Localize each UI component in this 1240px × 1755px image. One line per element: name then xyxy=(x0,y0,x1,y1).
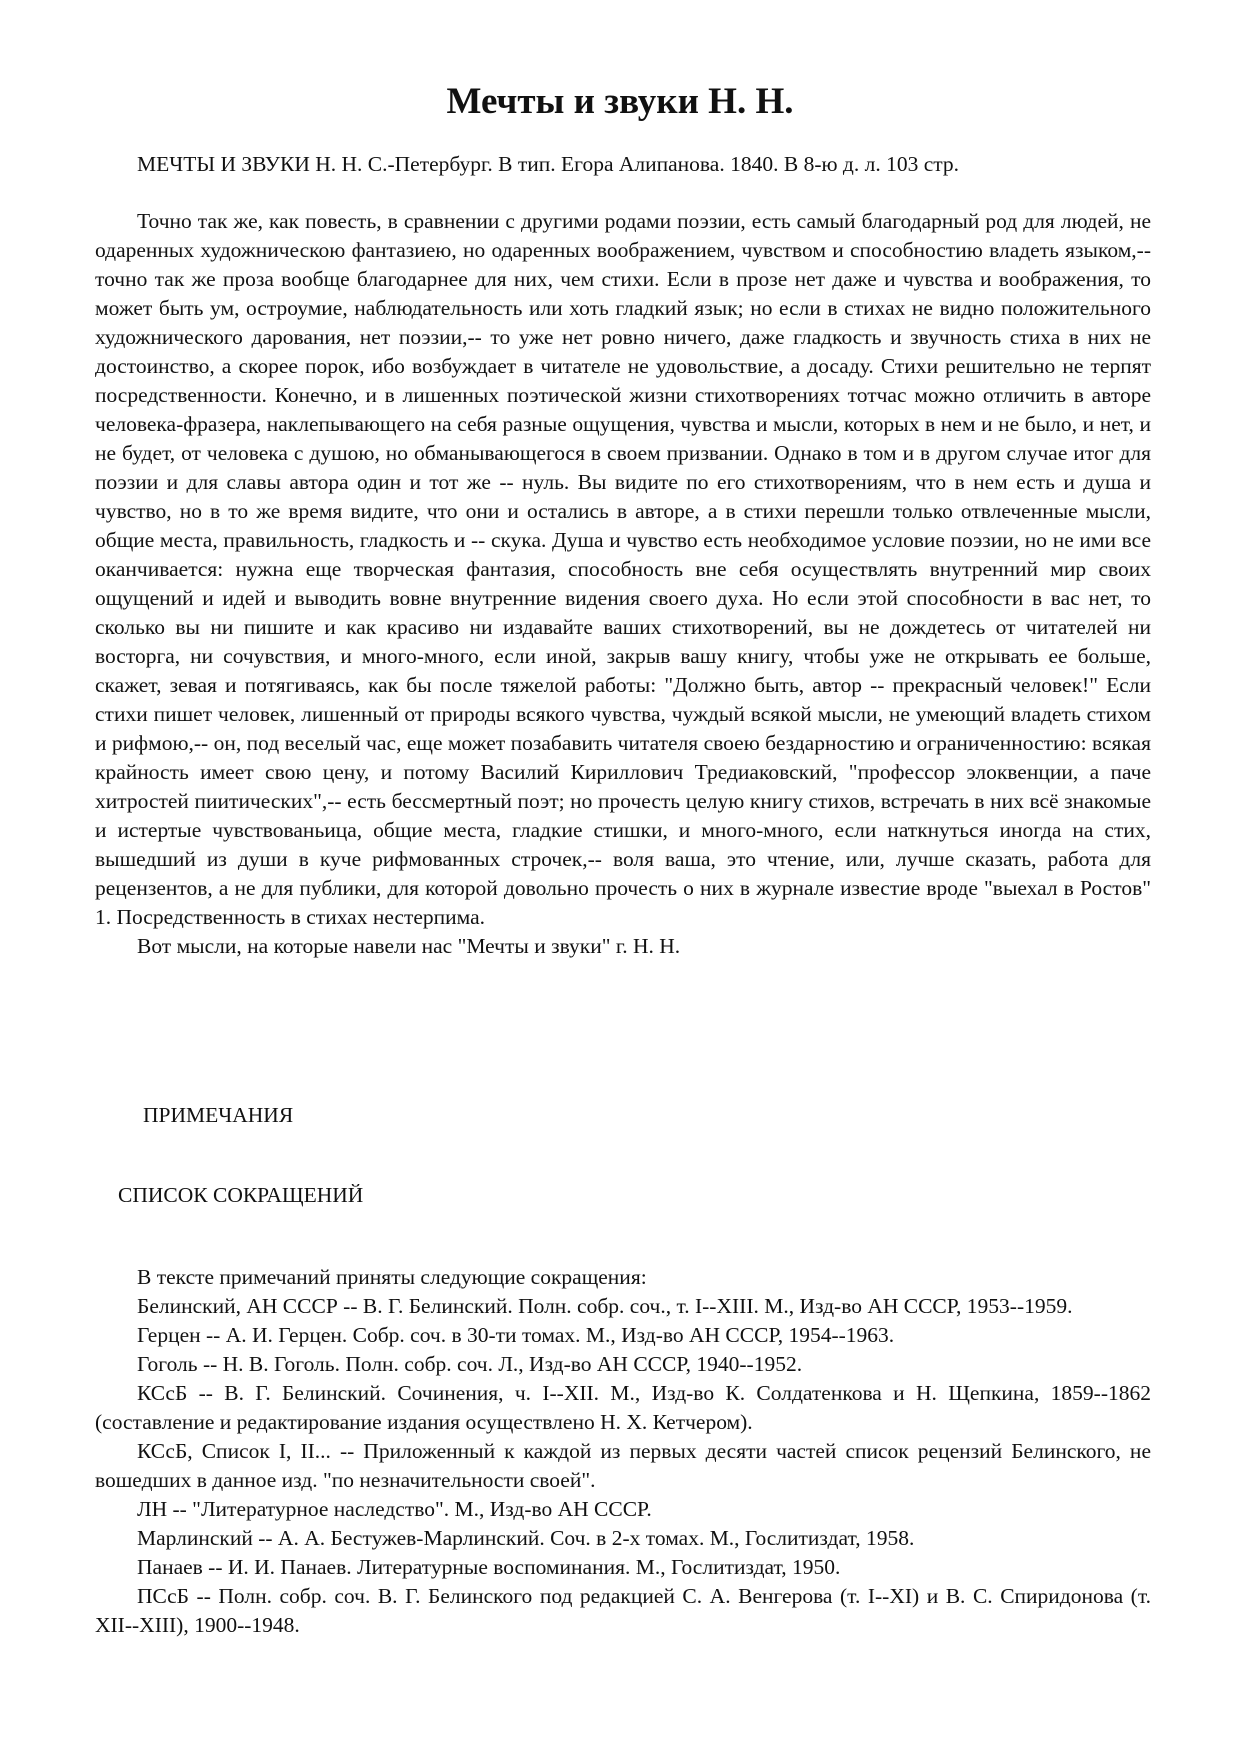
abbreviation-entry: Герцен -- А. И. Герцен. Собр. соч. в 30-ти томах. М., Изд-во АН СССР, 1954--1963. xyxy=(137,1323,895,1347)
body-paragraph: Вот мысли, на которые навели нас "Мечты и звуки" г. Н. Н. xyxy=(137,934,681,958)
abbreviation-entry: Белинский, АН СССР -- В. Г. Белинский. Полн. собр. соч., т. I--XIII. М., Изд-во АН СССР, 1953--1959. xyxy=(137,1294,1073,1318)
abbreviations-list xyxy=(95,1263,1151,1640)
abbreviation-entry: ЛН -- "Литературное наследство". М., Изд-во АН СССР. xyxy=(137,1497,652,1521)
abbreviation-entry: Марлинский -- А. А. Бестужев-Марлинский. Соч. в 2-х томах. М., Гослитиздат, 1958. xyxy=(137,1526,915,1550)
review-body xyxy=(95,207,1151,961)
notes-heading: ПРИМЕЧАНИЯ xyxy=(143,1103,294,1127)
bibliographic-line: МЕЧТЫ И ЗВУКИ Н. Н. С.-Петербург. В тип. Егора Алипанова. 1840. В 8-ю д. л. 103 стр. xyxy=(137,152,960,176)
abbreviation-entry: ПСсБ -- Полн. собр. соч. В. Г. Белинского под редакцией С. А. Венгерова (т. I--XI) и В. С. Спиридонова (т. XII--XIII), 1900--1948. xyxy=(95,1584,1151,1637)
abbreviation-entry: КСсБ -- В. Г. Белинский. Сочинения, ч. I--XII. М., Изд-во К. Солдатенкова и Н. Щепкина, 1859--1862 (составление и редактирование издания осуществлено Н. Х. Кетчером). xyxy=(95,1381,1151,1434)
abbreviation-entry: Панаев -- И. И. Панаев. Литературные воспоминания. М., Гослитиздат, 1950. xyxy=(137,1555,841,1579)
abbreviations-heading: СПИСОК СОКРАЩЕНИЙ xyxy=(118,1183,364,1207)
abbreviation-entry: Гоголь -- Н. В. Гоголь. Полн. собр. соч. Л., Изд-во АН СССР, 1940--1952. xyxy=(137,1352,803,1376)
body-paragraph: Точно так же, как повесть, в сравнении с другими родами поэзии, есть самый благодарный род для людей, не одаренных художническою фантазиею, но одаренных воображением, чувством и способностию владеть языком,-- точно так же проза вообще благодарнее для них, чем стихи. Если в прозе нет даже и чувства и воображения, то может быть ум, остроумие, наблюдательность или хоть гладкий язык; но если в стихах не видно положительного художнического дарования, нет поэзии,-- то уже нет ровно ничего, даже гладкость и звучность стиха в них не достоинство, а скорее порок, ибо возбуждает в читателе не удовольствие, а досаду. Стихи решительно не терпят посредственности. Конечно, и в лишенных поэтической жизни стихотворениях тотчас можно отличить в авторе человека-фразера, наклепывающего на себя разные ощущения, чувства и мысли, которых в нем и не было, и нет, и не будет, от человека с душою, но обманывающегося в своем призвании. Однако в том и в другом случае итог для поэзии и для славы автора один и тот же -- нуль. Вы видите по его стихотворениям, что в нем есть и душа и чувство, но в то же время видите, что они и остались в авторе, а в стихи перешли только отвлеченные мысли, общие места, правильность, гладкость и -- скука. Душа и чувство есть необходимое условие поэзии, но не ими все оканчивается: нужна еще творческая фантазия, способность вне себя осуществлять внутренний мир своих ощущений и идей и выводить вовне внутренние видения своего духа. Но если этой способности в вас нет, то сколько вы ни пишите и как красиво ни издавайте ваших стихотворений, вы не дождетесь от читателей ни восторга, ни сочувствия, и много-много, если иной, закрыв вашу книгу, чтобы уже не открывать ее больше, скажет, зевая и потягиваясь, как бы после тяжелой работы: "Должно быть, автор -- прекрасный человек!" Если стихи пишет человек, лишенный от природы всякого чувства, чуждый всякой мысли, не умеющий владеть стихом и рифмою,-- он, под веселый час, еще может позабавить читателя своею бездарностию и ограниченностию: всякая крайность имеет свою цену, и потому Василий Кириллович Тредиаковский, "профессор элоквенции, а паче хитростей пиитических",-- есть бессмертный поэт; но прочесть целую книгу стихов, встречать в них всё знакомые и истертые чувствованьица, общие места, гладкие стишки, и много-много, если наткнуться иногда на стих, вышедший из души в куче рифмованных строчек,-- воля ваша, это чтение, или, лучше сказать, работа для рецензентов, а не для публики, для которой довольно прочесть о них в журнале известие вроде "выехал в Ростов" 1. Посредственность в стихах нестерпима. xyxy=(95,209,1151,929)
document-title: Мечты и звуки Н. Н. xyxy=(446,81,794,122)
abbreviation-entry: КСсБ, Список I, II... -- Приложенный к каждой из первых десяти частей список рецензий Белинского, не вошедших в данное изд. "по незначительности своей". xyxy=(95,1439,1151,1492)
abbreviation-entry: В тексте примечаний приняты следующие сокращения: xyxy=(137,1265,647,1289)
